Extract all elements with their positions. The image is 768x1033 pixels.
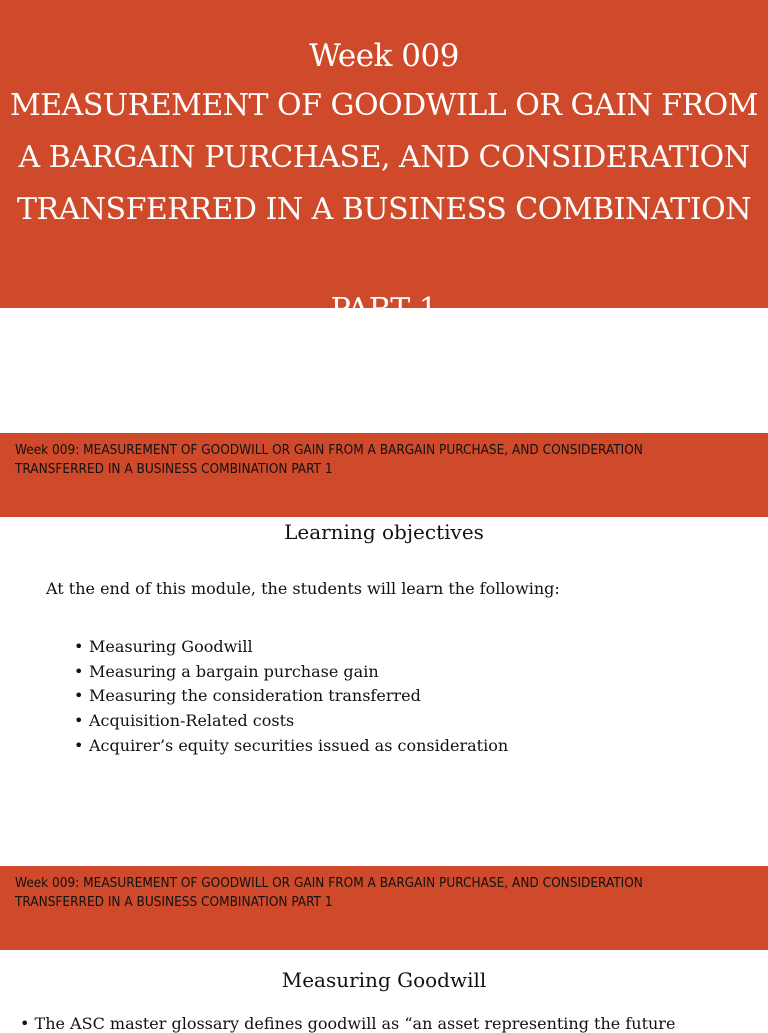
slide-header-line-1: Week 009: MEASUREMENT OF GOODWILL OR GAIN FROM A BARGAIN PURCHASE, AND CONSIDERATION	[15, 442, 643, 458]
list-item	[74, 684, 508, 709]
list-item-text: Measuring a bargain purchase gain	[89, 661, 379, 681]
objectives-intro: At the end of this module, the students will learn the following:	[46, 579, 560, 598]
list-item-text: Measuring the consideration transferred	[89, 686, 421, 706]
title-part: PART 1	[330, 292, 438, 327]
title-line-2: A BARGAIN PURCHASE, AND CONSIDERATION	[18, 140, 750, 175]
list-item	[74, 734, 508, 759]
list-item-text: Acquirer’s equity securities issued as consideration	[89, 735, 509, 755]
objectives-list	[74, 635, 508, 759]
bullet-icon: •	[74, 711, 84, 731]
goodwill-first-line: • The ASC master glossary defines goodwill as “an asset representing the future	[20, 1014, 676, 1033]
slide-header	[0, 866, 768, 950]
goodwill-heading: Measuring Goodwill	[281, 968, 487, 992]
title-line-3: TRANSFERRED IN A BUSINESS COMBINATION	[17, 192, 751, 227]
objectives-heading: Learning objectives	[284, 520, 484, 544]
bullet-icon: •	[74, 661, 84, 681]
title-line-1: MEASUREMENT OF GOODWILL OR GAIN FROM	[10, 88, 758, 123]
bullet-icon: •	[74, 637, 84, 656]
list-item-text: Measuring Goodwill	[89, 637, 253, 656]
list-item	[74, 635, 508, 660]
slide-header	[0, 433, 768, 517]
slide-header-line-2: TRANSFERRED IN A BUSINESS COMBINATION PART 1	[15, 894, 333, 910]
slide-header-line-2: TRANSFERRED IN A BUSINESS COMBINATION PART 1	[15, 461, 333, 477]
bullet-icon: •	[74, 686, 84, 706]
list-item	[74, 660, 508, 685]
slide-header-text	[15, 441, 755, 479]
bullet-icon: •	[74, 735, 84, 755]
slide-header-text	[15, 874, 755, 912]
title-week: Week 009	[309, 38, 459, 74]
list-item	[74, 709, 508, 734]
list-item-text: Acquisition-Related costs	[89, 711, 295, 731]
slide-header-line-1: Week 009: MEASUREMENT OF GOODWILL OR GAIN FROM A BARGAIN PURCHASE, AND CONSIDERATION	[15, 875, 643, 891]
title-slide	[0, 0, 768, 327]
